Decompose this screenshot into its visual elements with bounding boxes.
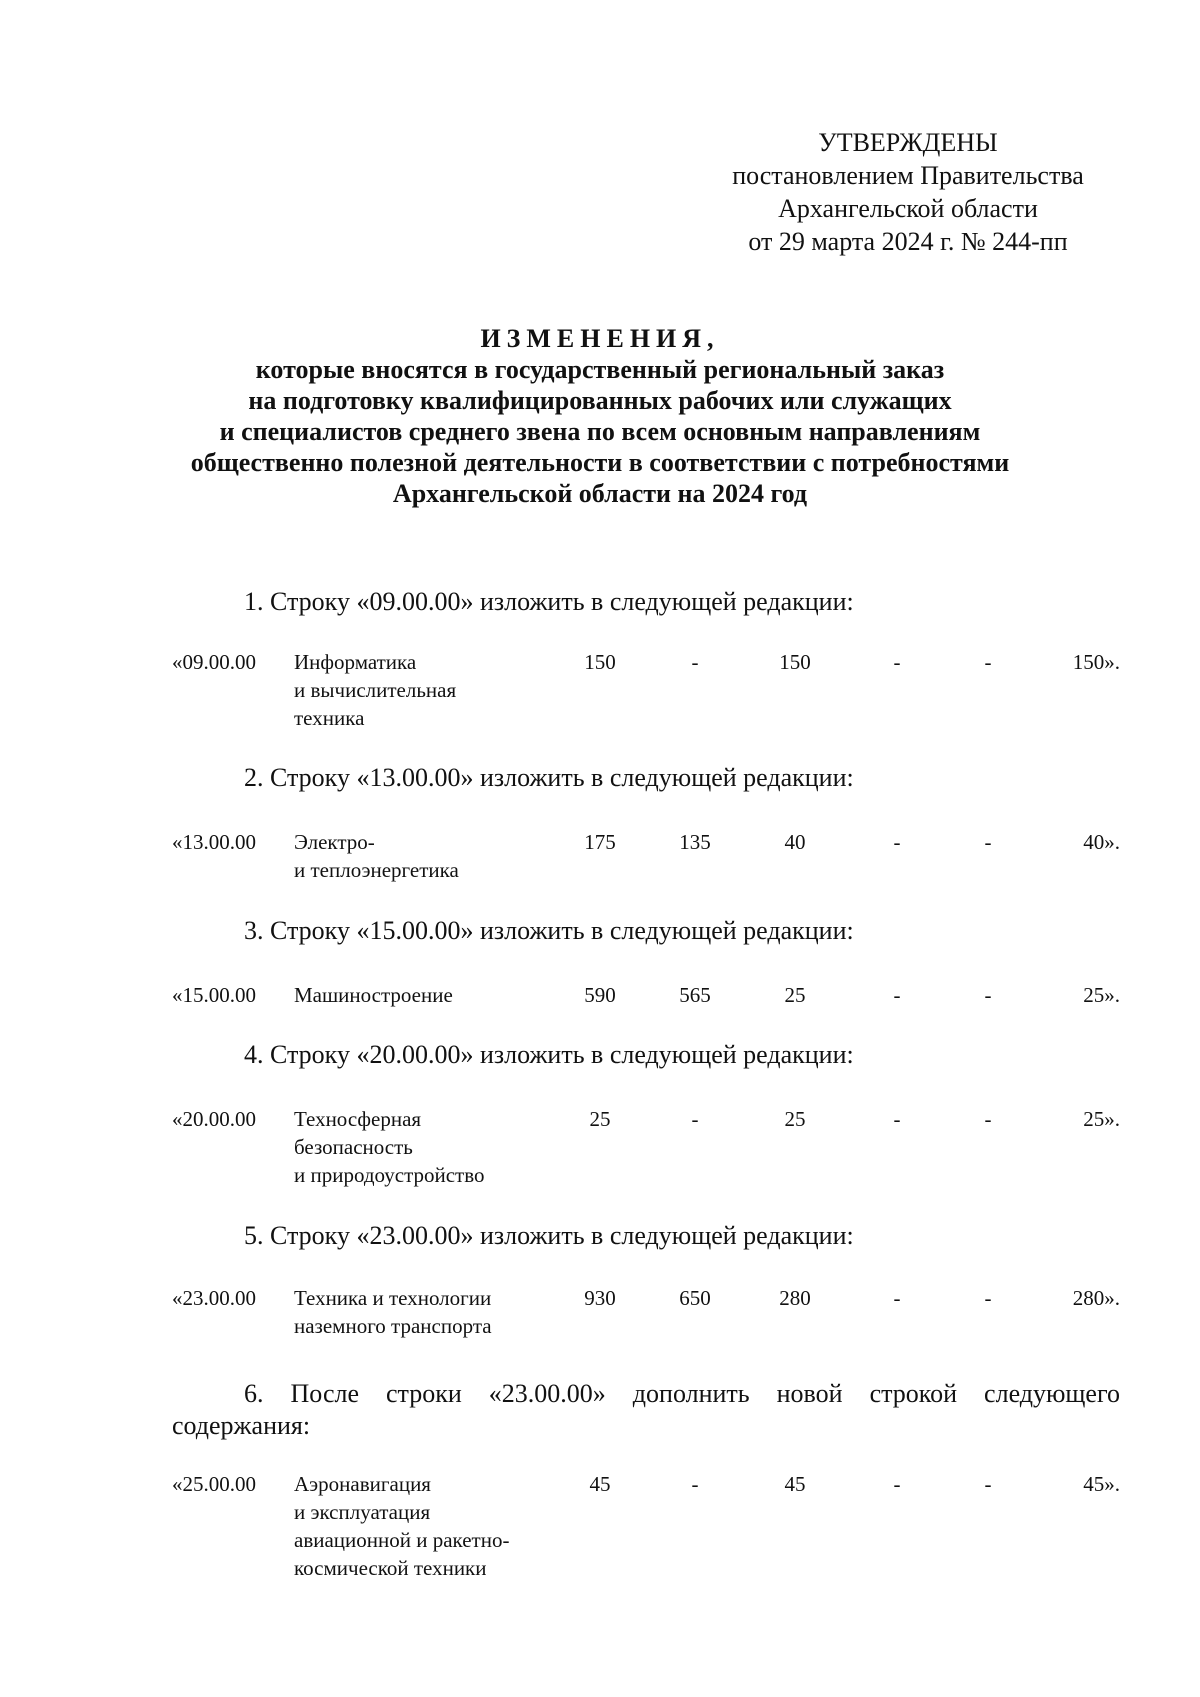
row-value-6: 150». [1072,650,1120,674]
row-value-6: 40». [1083,830,1120,854]
row-value-3: 25 [784,983,806,1007]
instruction-6: 6. После строки «23.00.00» дополнить новой строкой следующего содержания: [172,1379,1120,1440]
row-value-1: 930 [584,1286,616,1310]
row-value-4: - [893,1286,901,1310]
row-code: «25.00.00 [172,1472,256,1496]
row-name: Техника и технологии наземного транспорта [294,1286,492,1338]
instruction-3: 3. Строку «15.00.00» изложить в следующей редакции: [244,916,854,945]
approval-line-1: УТВЕРЖДЕНЫ [818,128,998,157]
row-value-5: - [984,650,992,674]
instruction-4: 4. Строку «20.00.00» изложить в следующей редакции: [244,1040,854,1069]
row-value-5: - [984,830,992,854]
row-value-4: - [893,650,901,674]
row-name: Аэронавигация и эксплуатация авиационной и ракетно- космической техники [294,1472,510,1580]
row-value-3: 25 [784,1107,806,1131]
row-value-5: - [984,1107,992,1131]
row-name: Информатика и вычислительная техника [294,650,457,730]
row-name: Машиностроение [294,983,453,1007]
approval-line-3: Архангельской области [778,194,1038,223]
instruction-2: 2. Строку «13.00.00» изложить в следующей редакции: [244,763,854,792]
row-value-2: - [691,1472,699,1496]
row-value-1: 590 [584,983,616,1007]
approval-line-4: от 29 марта 2024 г. № 244-пп [748,227,1068,256]
row-value-4: - [893,1107,901,1131]
row-value-4: - [893,983,901,1007]
title-line-1: которые вносятся в государственный региональный заказ [255,355,945,384]
instruction-5: 5. Строку «23.00.00» изложить в следующей редакции: [244,1221,854,1250]
row-code: «09.00.00 [172,650,256,674]
title-line-2: на подготовку квалифицированных рабочих или служащих [248,386,952,415]
row-value-6: 25». [1083,983,1120,1007]
title-line-4: общественно полезной деятельности в соответствии с потребностями [190,448,1010,477]
row-value-6: 45». [1083,1472,1120,1496]
row-value-4: - [893,1472,901,1496]
row-value-3: 280 [779,1286,811,1310]
title-line-5: Архангельской области на 2024 год [392,479,808,508]
title-line-3: и специалистов среднего звена по всем основным направлениям [219,417,981,446]
row-name: Электро- и теплоэнергетика [294,830,459,882]
row-value-2: 650 [679,1286,711,1310]
approval-line-2: постановлением Правительства [732,161,1084,190]
row-code: «13.00.00 [172,830,256,854]
row-value-2: 565 [679,983,711,1007]
row-value-1: 25 [589,1107,611,1131]
approval-block [718,126,1098,258]
row-code: «23.00.00 [172,1286,256,1310]
document-title [120,323,1080,509]
row-name: Техносферная безопасность и природоустройство [294,1107,485,1187]
row-value-2: - [691,1107,699,1131]
row-value-2: - [691,650,699,674]
row-value-1: 45 [589,1472,611,1496]
row-value-4: - [893,830,901,854]
row-code: «15.00.00 [172,983,256,1007]
title-heading: ИЗМЕНЕНИЯ, [480,324,720,353]
row-value-5: - [984,983,992,1007]
row-value-5: - [984,1286,992,1310]
instruction-1: 1. Строку «09.00.00» изложить в следующей редакции: [244,587,854,616]
row-value-6: 25». [1083,1107,1120,1131]
row-value-3: 40 [784,830,806,854]
row-value-6: 280». [1072,1286,1120,1310]
row-value-1: 175 [584,830,616,854]
row-value-2: 135 [679,830,711,854]
row-value-5: - [984,1472,992,1496]
row-code: «20.00.00 [172,1107,256,1131]
row-value-1: 150 [584,650,616,674]
row-value-3: 45 [784,1472,806,1496]
row-value-3: 150 [779,650,811,674]
